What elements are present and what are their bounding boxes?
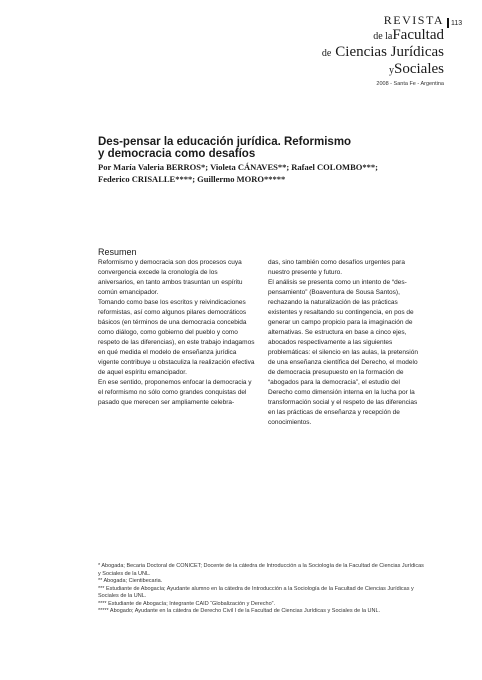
abstract-heading: Resumen [98,247,137,257]
page-number-text: 113 [451,19,463,27]
masthead-line-facultad [322,27,444,44]
journal-masthead [322,14,444,87]
masthead-line-ciencias [322,44,444,61]
authors-line: Por María Valeria BERROS*; Violeta CÁNAVES**; Rafael COLOMBO***; [98,162,378,172]
footnote: ** Abogada; Cientibecaria. [98,578,163,584]
masthead-subtitle: 2008 - Santa Fe - Argentina [376,81,444,87]
masthead-small-text: de la [373,31,393,42]
masthead-revista: REVISTA [383,13,444,27]
authors-line: Federico CRISALLE****; Guillermo MORO***** [98,174,286,184]
footnote: **** Estudiante de Abogacía; Integrante CAID “Globalización y Derecho”. [98,600,276,607]
masthead-line-sociales [322,61,444,78]
abstract-paragraph: Tomando como base los escritos y reivindicaciones reformistas, así como algunos pilares democráticos básicos (en términos de una democracia concebida como diálogo, como gobierno del pueblo y como respeto de las diferencias), en este trabajo indagamos en qué medida el modelo de enseñanza jurídica vigente contribuye u obstaculiza la realización efectiva de aquel espíritu emancipador. [98,299,255,376]
footnote: ***** Abogado; Ayudante en la cátedra de Derecho Civil I de la Facultad de Ciencias Jurídicas y Sociales de la UNL. [98,608,381,614]
footnotes [98,563,428,616]
page-number-bar [447,18,449,28]
abstract-paragraph: Reformismo y democracia son dos procesos cuya convergencia excede la cronología de los aniversarios, en tanto ambos trasuntan un espíritu común emancipador. [98,259,243,296]
article-title-line: y democracia como desafíos [98,148,256,160]
abstract-paragraph: El análisis se presenta como un intento de “des-pensamiento” (Boaventura de Sousa Santos), rechazando la naturalización de las prácticas existentes y resaltando su contingencia, en pos de generar un campo propicio para la imaginación de alternativas. Se estructura en base a cinco ejes, abocados respectivamente a las siguientes problemáticas: el silencio en las aulas, la pretensión de una enseñanza científica del Derecho, el modelo de democracia presupuesto en la formación de “abogados para la democracia”, el estudio del Derecho como dimensión interna en la lucha por la transformación social y el respeto de las diferencias en las prácticas de enseñanza y recepción de conocimientos. [268,279,418,426]
abstract-left-column [98,258,256,408]
article-title [98,136,428,160]
masthead-small-text: de [321,48,332,59]
abstract-paragraph: das, sino también como desafíos urgentes para nuestro presente y futuro. [268,259,405,276]
masthead-big-text: Sociales [394,61,444,77]
masthead-small-text: y [389,65,394,76]
article-authors [98,161,428,185]
article-title-line: Des-pensar la educación jurídica. Reformismo [98,136,352,148]
masthead-big-text: Ciencias Jurídicas [335,44,444,60]
abstract-paragraph: En ese sentido, proponemos enfocar la democracia y el reformismo no sólo como grandes conquistas del pasado que merecen ser ampliamente celebra- [98,379,252,406]
masthead-big-text: Facultad [392,27,444,43]
footnote: * Abogada; Becaria Doctoral de CONICET; Docente de la cátedra de Introducción a la Sociología de la Facultad de Ciencias Jurídicas y Sociales de la UNL. [98,563,424,577]
page-number [447,18,462,28]
abstract-right-column [268,258,426,428]
footnote: *** Estudiante de Abogacía; Ayudante alumno en la cátedra de Introducción a la Sociología de la Facultad de Ciencias Jurídicas y Sociales de la UNL. [98,585,414,599]
